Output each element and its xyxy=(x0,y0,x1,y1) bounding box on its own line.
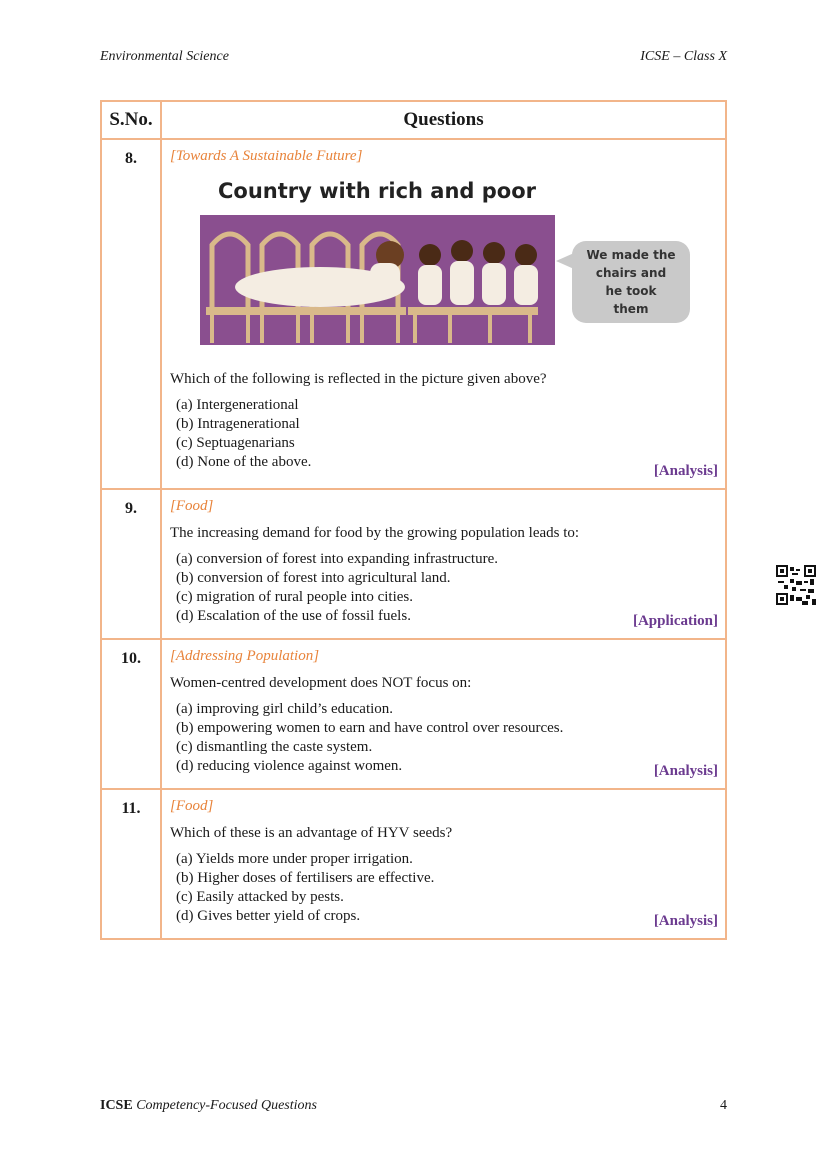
question-cell xyxy=(161,489,726,639)
column-header-questions: Questions xyxy=(161,101,726,139)
question-stem: The increasing demand for food by the growing population leads to: xyxy=(170,525,580,541)
table-header-row xyxy=(101,101,726,139)
question-stem: Which of these is an advantage of HYV seeds? xyxy=(170,825,453,841)
option: (c) Easily attacked by pests. xyxy=(176,889,344,905)
option: (a) Intergenerational xyxy=(176,397,299,413)
question-topic: [Food] xyxy=(170,798,214,814)
column-header-sno: S.No. xyxy=(101,101,161,139)
question-row-11 xyxy=(101,789,726,939)
cartoon-illustration xyxy=(200,215,555,345)
option: (a) conversion of forest into expanding infrastructure. xyxy=(176,551,498,567)
option: (d) Gives better yield of crops. xyxy=(176,908,361,924)
question-row-8 xyxy=(101,139,726,489)
question-number: 8. xyxy=(101,139,161,489)
cartoon-title: Country with rich and poor xyxy=(218,179,537,203)
option: (d) reducing violence against women. xyxy=(176,758,403,774)
question-number: 11. xyxy=(101,789,161,939)
option: (d) Escalation of the use of fossil fuels. xyxy=(176,608,411,624)
competency-tag: [Analysis] xyxy=(653,913,718,929)
header-subject: Environmental Science xyxy=(100,49,229,64)
option: (b) Intragenerational xyxy=(176,416,300,432)
speech-bubble-text: We made the chairs and he took them xyxy=(586,248,676,316)
footer-title xyxy=(100,1098,317,1114)
question-row-9 xyxy=(101,489,726,639)
option: (b) empowering women to earn and have control over resources. xyxy=(176,720,564,736)
option: (b) conversion of forest into agricultural land. xyxy=(176,570,451,586)
speech-bubble xyxy=(572,241,690,323)
option: (b) Higher doses of fertilisers are effective. xyxy=(176,870,435,886)
question-cell xyxy=(161,789,726,939)
question-topic: [Addressing Population] xyxy=(170,648,320,664)
option: (d) None of the above. xyxy=(176,454,312,470)
competency-tag: [Analysis] xyxy=(653,763,718,779)
option: (a) Yields more under proper irrigation. xyxy=(176,851,413,867)
page-number: 4 xyxy=(720,1098,727,1113)
options-list xyxy=(170,700,719,776)
question-number: 10. xyxy=(101,639,161,789)
question-topic: [Towards A Sustainable Future] xyxy=(170,148,363,164)
question-stem: Women-centred development does NOT focus on: xyxy=(170,675,472,691)
qr-code-icon[interactable] xyxy=(776,565,816,605)
options-list xyxy=(170,850,719,926)
option: (a) improving girl child’s education. xyxy=(176,701,394,717)
question-row-10 xyxy=(101,639,726,789)
question-cell xyxy=(161,139,726,489)
question-topic: [Food] xyxy=(170,498,214,514)
competency-tag: [Analysis] xyxy=(653,463,718,479)
option: (c) migration of rural people into cities. xyxy=(176,589,414,605)
footer-brand: ICSE xyxy=(100,1098,133,1113)
cartoon-image xyxy=(200,177,700,357)
footer-subtitle: Competency-Focused Questions xyxy=(136,1098,317,1113)
options-list xyxy=(170,396,719,472)
competency-tag: [Application] xyxy=(632,613,718,629)
question-stem: Which of the following is reflected in the picture given above? xyxy=(170,371,547,387)
header-class: ICSE – Class X xyxy=(640,49,727,64)
question-number: 9. xyxy=(101,489,161,639)
option: (c) dismantling the caste system. xyxy=(176,739,373,755)
questions-table xyxy=(100,100,727,940)
question-cell xyxy=(161,639,726,789)
option: (c) Septuagenarians xyxy=(176,435,295,451)
